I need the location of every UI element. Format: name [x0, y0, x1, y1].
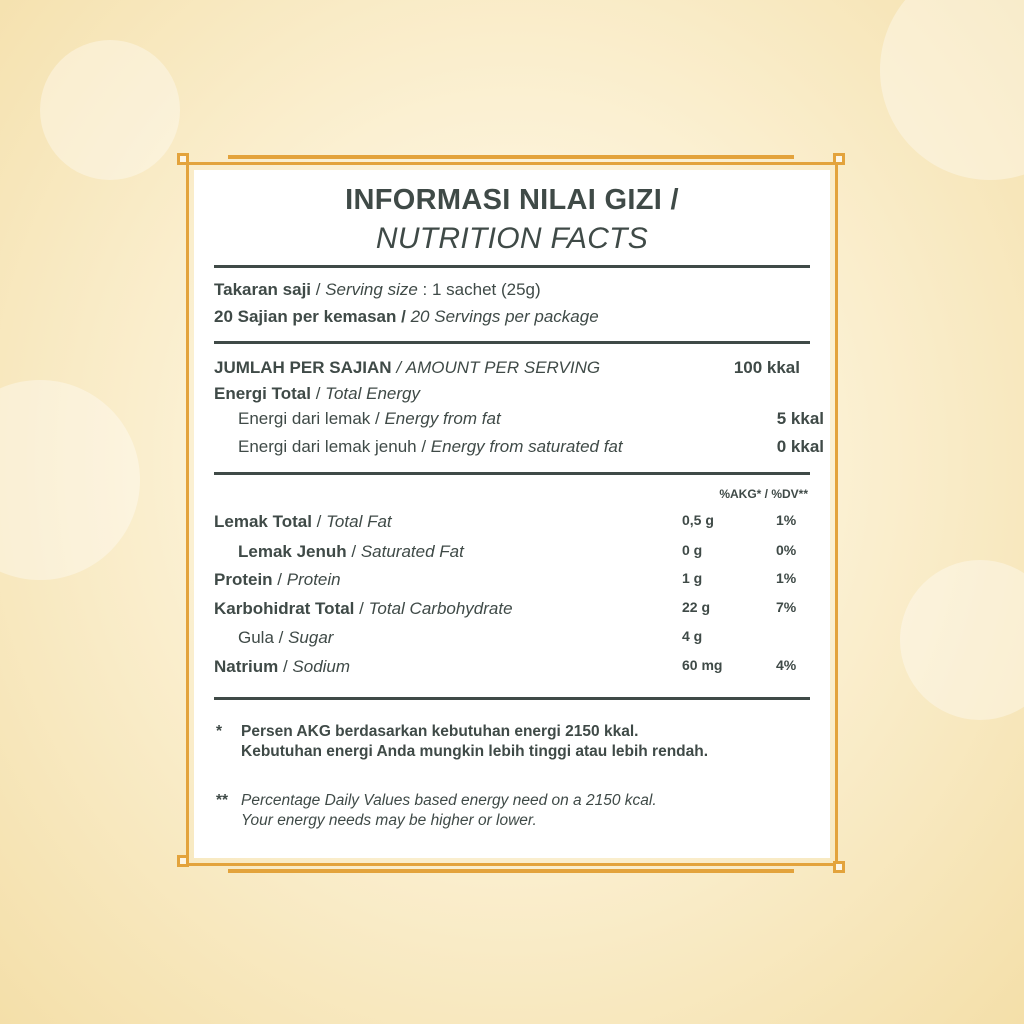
total-energy-row: Energi Total / Total Energy — [214, 384, 420, 403]
frame-corner-bottom-left — [177, 855, 189, 867]
amount-label-en: AMOUNT PER SERVING — [405, 358, 601, 377]
energy-from-satfat-row: Energi dari lemak jenuh / Energy from saturated fat 0 kkal — [238, 437, 824, 456]
servings-label-en: 20 Servings per package — [410, 307, 599, 326]
serving-size-label-en: Serving size — [325, 280, 418, 299]
nutrient-row: Lemak Total / Total Fat 0,5 g 1% — [214, 512, 797, 531]
divider — [214, 697, 810, 700]
nutrient-label: Gula — [238, 628, 274, 647]
amount-value: 100 kkal — [733, 358, 800, 377]
divider — [214, 472, 810, 475]
bokeh-circle — [0, 380, 140, 580]
nutrient-label: Natrium — [214, 657, 279, 676]
footnote-akg-line2: Kebutuhan energi Anda mungkin lebih tinggi atau lebih rendah. — [241, 743, 709, 760]
bokeh-circle — [40, 40, 180, 180]
energy-fat-value: 5 kkal — [776, 409, 824, 428]
frame-corner-top-right — [833, 153, 845, 165]
serving-size-label: Takaran saji — [214, 280, 312, 299]
servings-per-package-row: 20 Sajian per kemasan / 20 Servings per package — [214, 307, 599, 326]
divider — [214, 341, 810, 344]
footnote-akg-line1: Persen AKG berdasarkan kebutuhan energi 2150 kkal. — [241, 723, 639, 740]
footnote-akg — [214, 722, 810, 762]
bokeh-circle — [900, 560, 1024, 720]
nutrient-label: Lemak Jenuh — [238, 542, 347, 561]
nutrient-label: Protein — [214, 570, 273, 589]
nutrient-label-en: Protein — [286, 570, 341, 589]
energy-satfat-value: 0 kkal — [776, 437, 824, 456]
energy-satfat-label: Energi dari lemak jenuh — [238, 437, 417, 456]
footnote-dv-line2: Your energy needs may be higher or lower. — [241, 812, 537, 829]
total-energy-label-en: Total Energy — [325, 384, 420, 403]
column-header-akg-dv: %AKG* / %DV** — [719, 487, 808, 501]
serving-size-row: Takaran saji / Serving size : 1 sachet (25g) — [214, 280, 541, 299]
footnote-mark: ** — [216, 792, 229, 809]
servings-label: 20 Sajian per kemasan — [214, 307, 397, 326]
energy-from-fat-row: Energi dari lemak / Energy from fat 5 kkal — [238, 409, 824, 428]
nutrient-amount: 22 g — [682, 599, 711, 615]
nutrient-amount: 0,5 g — [682, 512, 714, 528]
nutrient-label-en: Total Fat — [326, 512, 392, 531]
energy-satfat-label-en: Energy from saturated fat — [430, 437, 623, 456]
nutrient-row: Natrium / Sodium 60 mg 4% — [214, 657, 797, 676]
title-english: NUTRITION FACTS — [375, 222, 649, 255]
nutrient-row: Protein / Protein 1 g 1% — [214, 570, 797, 589]
energy-fat-label: Energi dari lemak — [238, 409, 371, 428]
nutrient-pct: 0% — [776, 542, 797, 558]
serving-size-value: : 1 sachet (25g) — [422, 280, 541, 299]
nutrient-pct: 1% — [776, 570, 797, 586]
divider — [214, 265, 810, 268]
amount-per-serving-row: JUMLAH PER SAJIAN / AMOUNT PER SERVING 100 kkal — [214, 358, 800, 377]
nutrient-row: Karbohidrat Total / Total Carbohydrate 22 g 7% — [214, 599, 797, 618]
nutrient-amount: 4 g — [682, 628, 703, 644]
nutrient-amount: 60 mg — [682, 657, 723, 673]
footnote-mark: * — [216, 723, 223, 740]
frame-corner-bottom-right — [833, 861, 845, 873]
frame-top-accent-line — [228, 155, 794, 159]
nutrient-label: Lemak Total — [214, 512, 312, 531]
frame-bottom-accent-line — [228, 869, 794, 873]
total-energy-label: Energi Total — [214, 384, 311, 403]
footnote-dv-line1: Percentage Daily Values based energy need on a 2150 kcal. — [241, 792, 657, 809]
title-indonesian: INFORMASI NILAI GIZI / — [345, 184, 679, 216]
nutrient-amount: 0 g — [682, 542, 703, 558]
nutrient-label-en: Saturated Fat — [360, 542, 464, 561]
nutrient-pct: 4% — [776, 657, 797, 673]
nutrient-label-en: Total Carbohydrate — [368, 599, 513, 618]
nutrient-row: Lemak Jenuh / Saturated Fat 0 g 0% — [238, 542, 797, 561]
nutrient-pct: 1% — [776, 512, 797, 528]
bokeh-circle — [880, 0, 1024, 180]
frame-corner-top-left — [177, 153, 189, 165]
nutrient-label-en: Sugar — [288, 628, 334, 647]
nutrient-amount: 1 g — [682, 570, 703, 586]
nutrient-label-en: Sodium — [292, 657, 351, 676]
nutrient-row: Gula / Sugar 4 g — [238, 628, 703, 647]
footnote-dv — [214, 791, 810, 831]
nutrient-pct: 7% — [776, 599, 797, 615]
nutrient-label: Karbohidrat Total — [214, 599, 355, 618]
energy-fat-label-en: Energy from fat — [384, 409, 501, 428]
amount-label: JUMLAH PER SAJIAN — [214, 358, 392, 377]
